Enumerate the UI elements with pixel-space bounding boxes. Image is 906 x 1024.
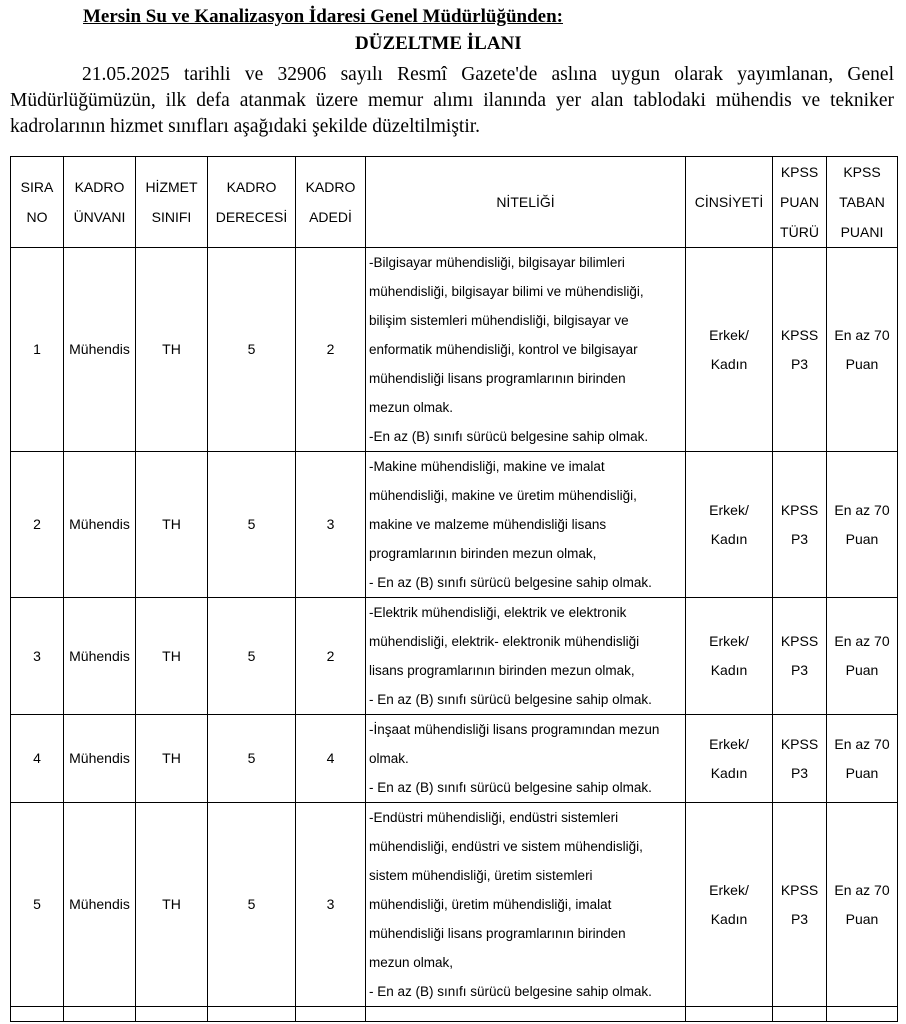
kpss-taban-puani-cell-line: Puan <box>845 530 879 547</box>
table-row <box>11 598 898 715</box>
header-text: ÜNVANI <box>73 209 126 225</box>
niteligi-cell-line: mühendisliği lisans programlarının birinden <box>369 371 626 386</box>
kadro-adedi-cell: 2 <box>296 598 366 715</box>
cinsiyeti-cell-line: Kadın <box>710 764 748 781</box>
col-kadro-derecesi <box>208 157 296 248</box>
kadro-adedi-cell: 3 <box>296 803 366 1007</box>
niteligi-cell-line: -Endüstri mühendisliği, endüstri sistemleri <box>369 810 619 825</box>
niteligi-cell-line: enformatik mühendisliği, kontrol ve bilgisayar <box>369 342 638 357</box>
kpss-taban-puani-cell <box>827 452 898 598</box>
kadro-adedi-cell: 4 <box>296 715 366 803</box>
cinsiyeti-cell-line: Erkek/ <box>709 735 749 752</box>
cinsiyeti-cell-line: Erkek/ <box>709 501 749 518</box>
kpss-puan-turu-cell-line: P3 <box>790 910 809 927</box>
header-text: SINIFI <box>151 209 192 225</box>
kpss-taban-puani-cell-line: Puan <box>845 910 879 927</box>
niteligi-cell-line: - En az (B) sınıfı sürücü belgesine sahip olmak. <box>369 780 652 795</box>
kadro-derecesi-cell: 5 <box>208 452 296 598</box>
kpss-puan-turu-cell-line: KPSS <box>780 735 819 752</box>
header-text: DERECESİ <box>215 209 288 225</box>
sira-no-cell: 2 <box>11 452 64 598</box>
header-text: KPSS <box>843 164 881 180</box>
kadro-derecesi-cell: 5 <box>208 248 296 452</box>
positions-table <box>10 156 898 1022</box>
hizmet-sinifi-cell: TH <box>136 803 208 1007</box>
empty-cell <box>366 1007 686 1022</box>
kpss-puan-turu-cell-line: KPSS <box>780 881 819 898</box>
header-text: TABAN <box>839 194 885 210</box>
empty-cell <box>296 1007 366 1022</box>
header-text: CİNSİYETİ <box>694 194 764 210</box>
kadro-derecesi-cell: 5 <box>208 598 296 715</box>
niteligi-cell <box>366 598 686 715</box>
notice-title: DÜZELTME İLANI <box>355 33 522 54</box>
header-text: HİZMET <box>145 179 198 195</box>
niteligi-cell <box>366 803 686 1007</box>
col-kpss-taban-puani <box>827 157 898 248</box>
empty-cell <box>773 1007 827 1022</box>
header-text: KPSS <box>780 164 819 180</box>
col-hizmet-sinifi <box>136 157 208 248</box>
niteligi-cell <box>366 715 686 803</box>
kpss-taban-puani-cell-line: Puan <box>845 764 879 781</box>
col-kpss-puan-turu <box>773 157 827 248</box>
cinsiyeti-cell-line: Erkek/ <box>709 633 749 649</box>
table-header-row <box>11 157 898 248</box>
kpss-puan-turu-cell-line: P3 <box>790 530 809 547</box>
niteligi-cell-line: -En az (B) sınıfı sürücü belgesine sahip olmak. <box>369 429 649 444</box>
col-cinsiyeti <box>686 157 773 248</box>
sira-no-cell: 5 <box>11 803 64 1007</box>
cinsiyeti-cell-line: Kadın <box>710 355 748 372</box>
empty-cell <box>208 1007 296 1022</box>
niteligi-cell-line: - En az (B) sınıfı sürücü belgesine sahip olmak. <box>369 692 652 707</box>
kpss-puan-turu-cell-line: KPSS <box>780 326 819 343</box>
kpss-taban-puani-cell-line: Puan <box>845 355 879 372</box>
niteligi-cell-line: bilişim sistemleri mühendisliği, bilgisayar ve <box>369 313 629 328</box>
cinsiyeti-cell <box>686 598 773 715</box>
sira-no-cell: 3 <box>11 598 64 715</box>
niteligi-cell-line: -Bilgisayar mühendisliği, bilgisayar bilimleri <box>369 255 625 270</box>
kadro-unvani-cell: Mühendis <box>64 803 136 1007</box>
table-row <box>11 452 898 598</box>
cinsiyeti-cell-line: Kadın <box>710 662 748 678</box>
table-body <box>11 248 898 1022</box>
header-text: PUAN <box>780 194 819 210</box>
niteligi-cell <box>366 452 686 598</box>
header-text: NİTELİĞİ <box>496 194 555 210</box>
kpss-taban-puani-cell <box>827 248 898 452</box>
header-text: SIRA <box>20 179 54 195</box>
intro-paragraph: 21.05.2025 tarihli ve 32906 sayılı Resmî Gazete'de aslına uygun olarak yayımlanan, Genel Müdürlüğümüzün, ilk defa atanmak üzere memur alımı ilanında yer alan tablodaki mühendis ve tekniker kadrolarının hizmet sınıfları aşağıdaki şekilde düzeltilmiştir. <box>10 64 894 137</box>
kpss-puan-turu-cell-line: KPSS <box>780 633 819 649</box>
table-row <box>11 715 898 803</box>
kpss-puan-turu-cell <box>773 715 827 803</box>
col-kadro-adedi <box>296 157 366 248</box>
header-text: ADEDİ <box>309 209 352 225</box>
empty-cell <box>11 1007 64 1022</box>
niteligi-cell-line: -Elektrik mühendisliği, elektrik ve elektronik <box>369 605 627 620</box>
kpss-taban-puani-cell-line: En az 70 <box>834 501 890 518</box>
niteligi-cell-line: makine ve malzeme mühendisliği lisans <box>369 517 607 532</box>
kadro-adedi-cell: 2 <box>296 248 366 452</box>
col-sira-no <box>11 157 64 248</box>
header-text: KADRO <box>305 179 356 195</box>
header-text: NO <box>26 209 48 225</box>
kpss-taban-puani-cell <box>827 715 898 803</box>
niteligi-cell-line: mezun olmak, <box>369 955 454 970</box>
niteligi-cell-line: lisans programlarının birinden mezun olmak, <box>369 663 635 678</box>
hizmet-sinifi-cell: TH <box>136 715 208 803</box>
niteligi-cell-line: -İnşaat mühendisliği lisans programından mezun <box>369 722 660 737</box>
col-kadro-unvani <box>64 157 136 248</box>
niteligi-cell-line: - En az (B) sınıfı sürücü belgesine sahip olmak. <box>369 575 652 590</box>
empty-cell <box>64 1007 136 1022</box>
cinsiyeti-cell-line: Erkek/ <box>709 881 749 898</box>
kpss-puan-turu-cell-line: P3 <box>790 662 809 678</box>
kpss-puan-turu-cell-line: KPSS <box>780 501 819 518</box>
kadro-unvani-cell: Mühendis <box>64 715 136 803</box>
niteligi-cell-line: mühendisliği, makine ve üretim mühendisliği, <box>369 488 637 503</box>
kadro-derecesi-cell: 5 <box>208 803 296 1007</box>
kadro-derecesi-cell: 5 <box>208 715 296 803</box>
table-continuation-row <box>11 1007 898 1022</box>
header-text: TÜRÜ <box>780 224 819 240</box>
niteligi-cell-line: mühendisliği, endüstri ve sistem mühendisliği, <box>369 839 643 854</box>
niteligi-cell-line: mühendisliği, elektrik- elektronik mühendisliği <box>369 634 640 649</box>
cinsiyeti-cell <box>686 803 773 1007</box>
kpss-taban-puani-cell-line: En az 70 <box>834 633 890 649</box>
hizmet-sinifi-cell: TH <box>136 598 208 715</box>
kadro-unvani-cell: Mühendis <box>64 452 136 598</box>
niteligi-cell-line: programlarının birinden mezun olmak, <box>369 546 597 561</box>
header-text: KADRO <box>74 179 125 195</box>
kpss-taban-puani-cell <box>827 803 898 1007</box>
niteligi-cell-line: mühendisliği, bilgisayar bilimi ve mühendisliği, <box>369 284 644 299</box>
niteligi-cell-line: mühendisliği lisans programlarının birinden <box>369 926 626 941</box>
empty-cell <box>686 1007 773 1022</box>
cinsiyeti-cell-line: Kadın <box>710 530 748 547</box>
kpss-taban-puani-cell-line: En az 70 <box>834 735 890 752</box>
niteligi-cell-line: mühendisliği, üretim mühendisliği, imalat <box>369 897 612 912</box>
hizmet-sinifi-cell: TH <box>136 452 208 598</box>
sira-no-cell: 1 <box>11 248 64 452</box>
empty-cell <box>136 1007 208 1022</box>
header-text: KADRO <box>226 179 277 195</box>
kpss-puan-turu-cell-line: P3 <box>790 355 809 372</box>
col-niteligi <box>366 157 686 248</box>
niteligi-cell-line: -Makine mühendisliği, makine ve imalat <box>369 459 605 474</box>
cinsiyeti-cell-line: Kadın <box>710 910 748 927</box>
hizmet-sinifi-cell: TH <box>136 248 208 452</box>
kpss-taban-puani-cell <box>827 598 898 715</box>
niteligi-cell-line: - En az (B) sınıfı sürücü belgesine sahip olmak. <box>369 984 652 999</box>
cinsiyeti-cell <box>686 248 773 452</box>
niteligi-cell-line: olmak. <box>369 751 409 766</box>
organization-title: Mersin Su ve Kanalizasyon İdaresi Genel Müdürlüğünden: <box>83 6 563 27</box>
table-row <box>11 803 898 1007</box>
kadro-unvani-cell: Mühendis <box>64 248 136 452</box>
niteligi-cell-line: sistem mühendisliği, üretim sistemleri <box>369 868 593 883</box>
table-row <box>11 248 898 452</box>
niteligi-cell-line: mezun olmak. <box>369 400 454 415</box>
kpss-puan-turu-cell-line: P3 <box>790 764 809 781</box>
sira-no-cell: 4 <box>11 715 64 803</box>
kadro-unvani-cell: Mühendis <box>64 598 136 715</box>
cinsiyeti-cell <box>686 452 773 598</box>
kpss-puan-turu-cell <box>773 452 827 598</box>
kpss-puan-turu-cell <box>773 248 827 452</box>
kpss-puan-turu-cell <box>773 803 827 1007</box>
niteligi-cell <box>366 248 686 452</box>
kpss-taban-puani-cell-line: En az 70 <box>834 326 890 343</box>
kpss-taban-puani-cell-line: Puan <box>845 662 879 678</box>
kpss-taban-puani-cell-line: En az 70 <box>834 881 890 898</box>
header-text: PUANI <box>840 224 884 240</box>
empty-cell <box>827 1007 898 1022</box>
cinsiyeti-cell <box>686 715 773 803</box>
kpss-puan-turu-cell <box>773 598 827 715</box>
cinsiyeti-cell-line: Erkek/ <box>709 326 749 343</box>
kadro-adedi-cell: 3 <box>296 452 366 598</box>
